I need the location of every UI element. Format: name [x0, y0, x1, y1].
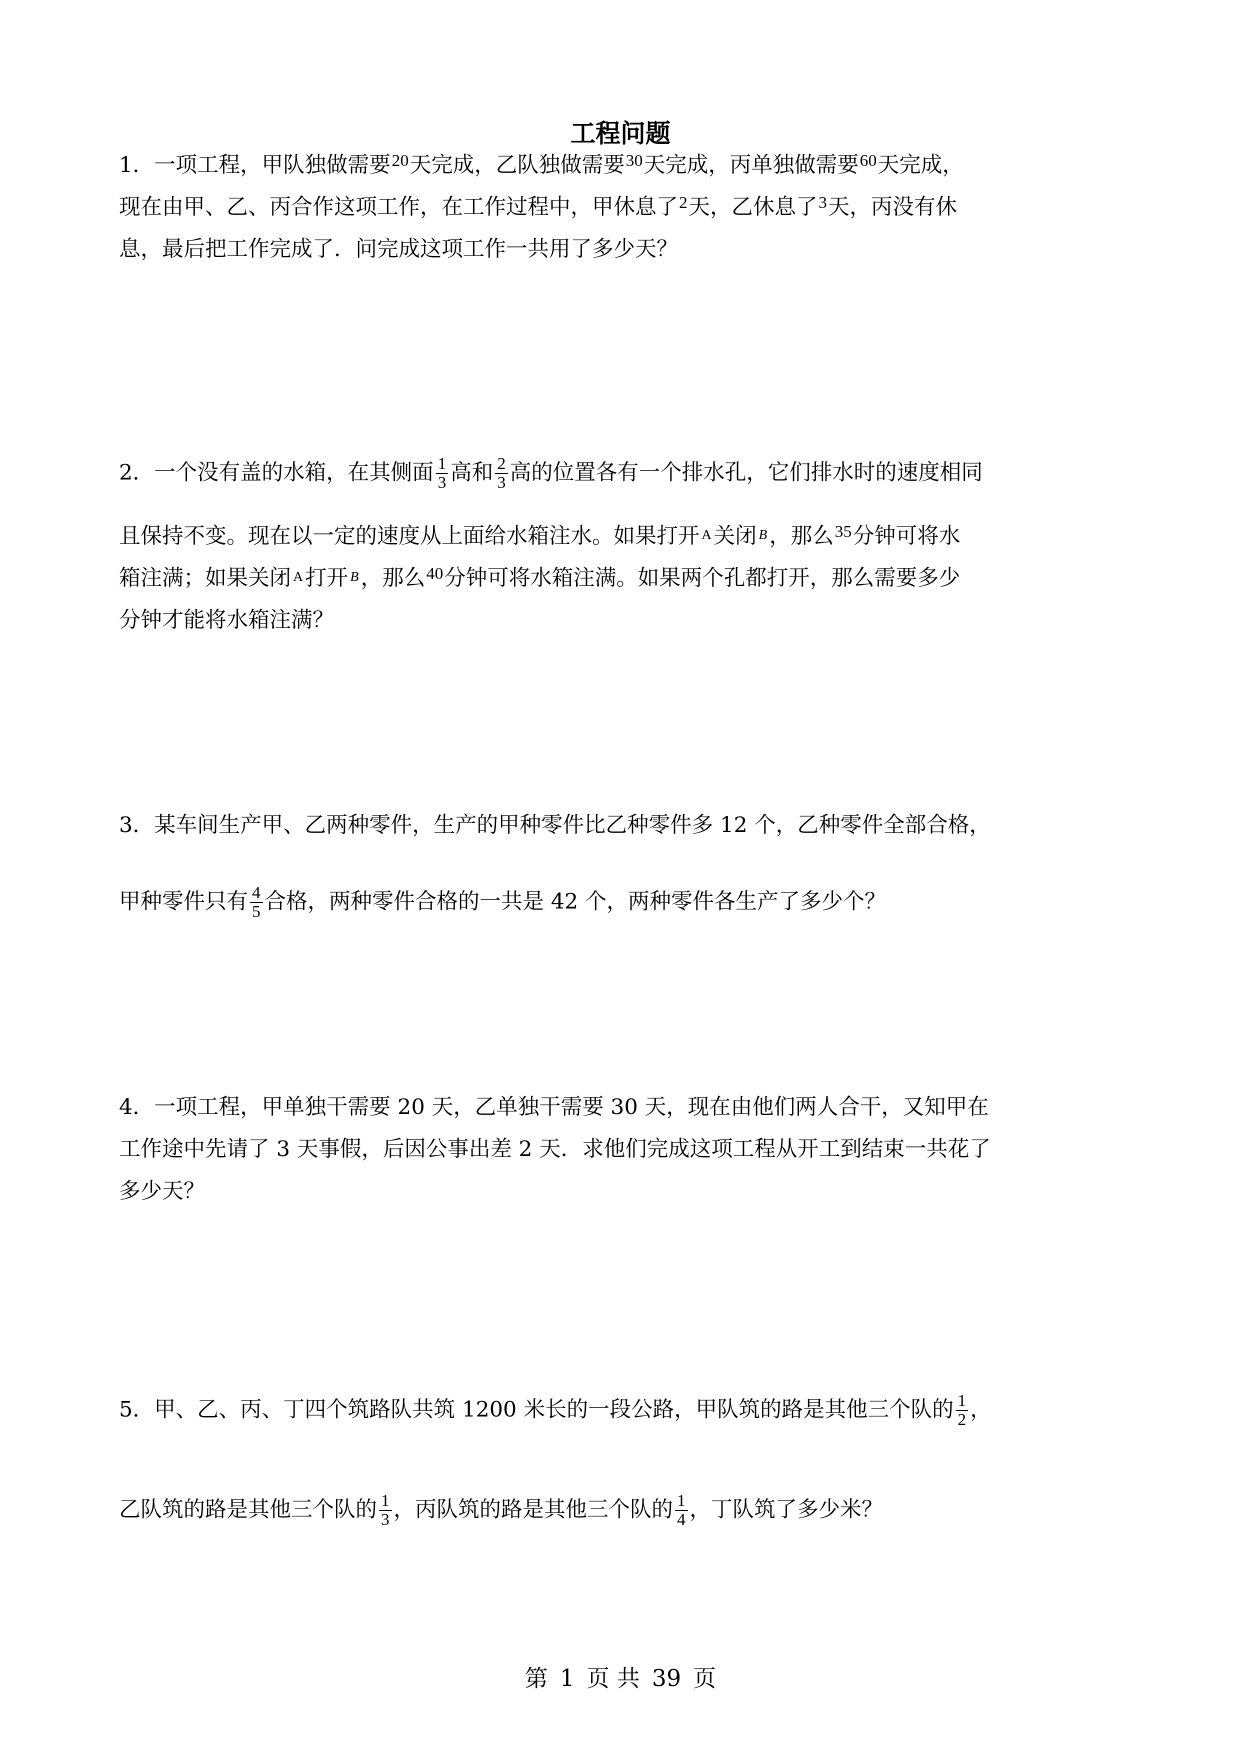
fraction-denominator: 5: [252, 902, 261, 921]
text-segment: 合格，两种零件合格的一共是 42 个，两种零件各生产了多少个？: [264, 889, 887, 915]
number: 60: [859, 151, 877, 170]
text-segment: 乙队筑的路是其他三个队的: [119, 1497, 378, 1523]
text-segment: ，: [970, 1397, 992, 1423]
text-segment: 且保持不变。现在以一定的速度从上面给水箱注水。如果打开: [119, 524, 700, 549]
fraction-denominator: 3: [381, 1510, 390, 1529]
text-segment: 天完成，乙队独做需要: [409, 153, 625, 178]
fraction: [675, 1492, 688, 1529]
variable-a: A: [701, 528, 712, 543]
text-segment: ，丁队筑了多少米？: [689, 1497, 884, 1523]
text-segment: 5．甲、乙、丙、丁四个筑路队共筑 1200 米长的一段公路，甲队筑的路是其他三个队的: [119, 1397, 954, 1423]
text-segment: 打开: [305, 566, 349, 591]
number: 2: [679, 193, 688, 212]
question-1-line-3: [119, 234, 678, 266]
text-segment: 分钟可将水: [852, 524, 961, 549]
question-4-line-1: [119, 1092, 989, 1124]
question-1-line-2: [119, 192, 957, 225]
number: 20: [391, 151, 409, 170]
text-segment: 工作途中先请了 3 天事假，后因公事出差 2 天．求他们完成这项工程从开工到结束一共花了: [119, 1137, 991, 1162]
number: 3: [818, 193, 828, 212]
document-title: 工程问题: [570, 119, 671, 148]
number: 35: [834, 522, 852, 541]
question-2-line-2: [119, 521, 960, 556]
text-segment: 4．一项工程，甲单独干需要 20 天，乙单独干需要 30 天，现在由他们两人合干，又知甲在: [119, 1095, 989, 1120]
question-3-line-1: [119, 810, 991, 842]
text-segment: ，那么: [769, 524, 834, 549]
question-1-line-1: [119, 150, 964, 183]
fraction: [436, 455, 449, 492]
text-segment: ，那么: [360, 566, 426, 591]
variable-b: B: [350, 570, 359, 585]
question-2-line-1: [119, 455, 983, 492]
text-segment: 箱注满；如果关闭: [119, 566, 292, 591]
text-segment: 关闭: [713, 524, 757, 549]
fraction-numerator: 1: [437, 454, 447, 473]
number: 30: [625, 151, 643, 170]
footer-middle: 页 共: [586, 1666, 640, 1692]
text-segment: 天完成，丙单独做需要: [643, 153, 859, 178]
question-4-line-2: [119, 1134, 991, 1166]
text-segment: 甲种零件只有: [119, 889, 249, 915]
page-footer: [0, 1664, 1241, 1694]
fraction-denominator: 4: [677, 1510, 686, 1529]
text-segment: 天完成，: [877, 153, 964, 178]
fraction-numerator: 1: [677, 1491, 686, 1510]
text-segment: 多少天？: [119, 1179, 206, 1204]
fraction-numerator: 1: [957, 1391, 967, 1410]
text-segment: 1．一项工程，甲队独做需要: [119, 153, 391, 178]
text-segment: 高和: [450, 460, 494, 486]
page-number: 1: [559, 1666, 575, 1692]
question-5-line-2: [119, 1492, 883, 1529]
question-2-line-4: [119, 605, 334, 637]
total-pages: 39: [651, 1666, 682, 1692]
question-4-line-3: [119, 1176, 205, 1208]
text-segment: 息，最后把工作完成了．问完成这项工作一共用了多少天？: [119, 237, 679, 262]
number: 40: [426, 564, 444, 583]
text-segment: 分钟才能将水箱注满？: [119, 608, 335, 633]
fraction: [379, 1492, 392, 1529]
question-3-line-2: [119, 884, 886, 921]
footer-prefix: 第: [524, 1666, 548, 1692]
footer-suffix: 页: [693, 1666, 717, 1692]
fraction: [250, 884, 263, 921]
text-segment: 高的位置各有一个排水孔，它们排水时的速度相同: [509, 460, 983, 486]
text-segment: 天，乙休息了: [688, 195, 818, 220]
variable-a: A: [293, 570, 304, 585]
fraction-numerator: 2: [497, 454, 506, 473]
fraction-denominator: 3: [437, 473, 447, 492]
fraction-denominator: 2: [957, 1410, 967, 1429]
text-segment: ，丙队筑的路是其他三个队的: [393, 1497, 674, 1523]
question-2-line-3: [119, 563, 960, 598]
fraction-numerator: 1: [381, 1491, 390, 1510]
fraction-denominator: 3: [497, 473, 506, 492]
fraction-numerator: 4: [252, 883, 261, 902]
fraction: [495, 455, 508, 492]
text-segment: 现在由甲、乙、丙合作这项工作，在工作过程中，甲休息了: [119, 195, 679, 220]
text-segment: 2．一个没有盖的水箱，在其侧面: [119, 460, 434, 486]
text-segment: 3．某车间生产甲、乙两种零件，生产的甲种零件比乙种零件多 12 个，乙种零件全部合格，: [119, 813, 991, 838]
text-segment: 分钟可将水箱注满。如果两个孔都打开，那么需要多少: [444, 566, 961, 591]
variable-b: B: [758, 528, 768, 543]
question-5-line-1: [119, 1392, 992, 1429]
text-segment: 天，丙没有休: [828, 195, 958, 220]
fraction: [956, 1392, 969, 1429]
